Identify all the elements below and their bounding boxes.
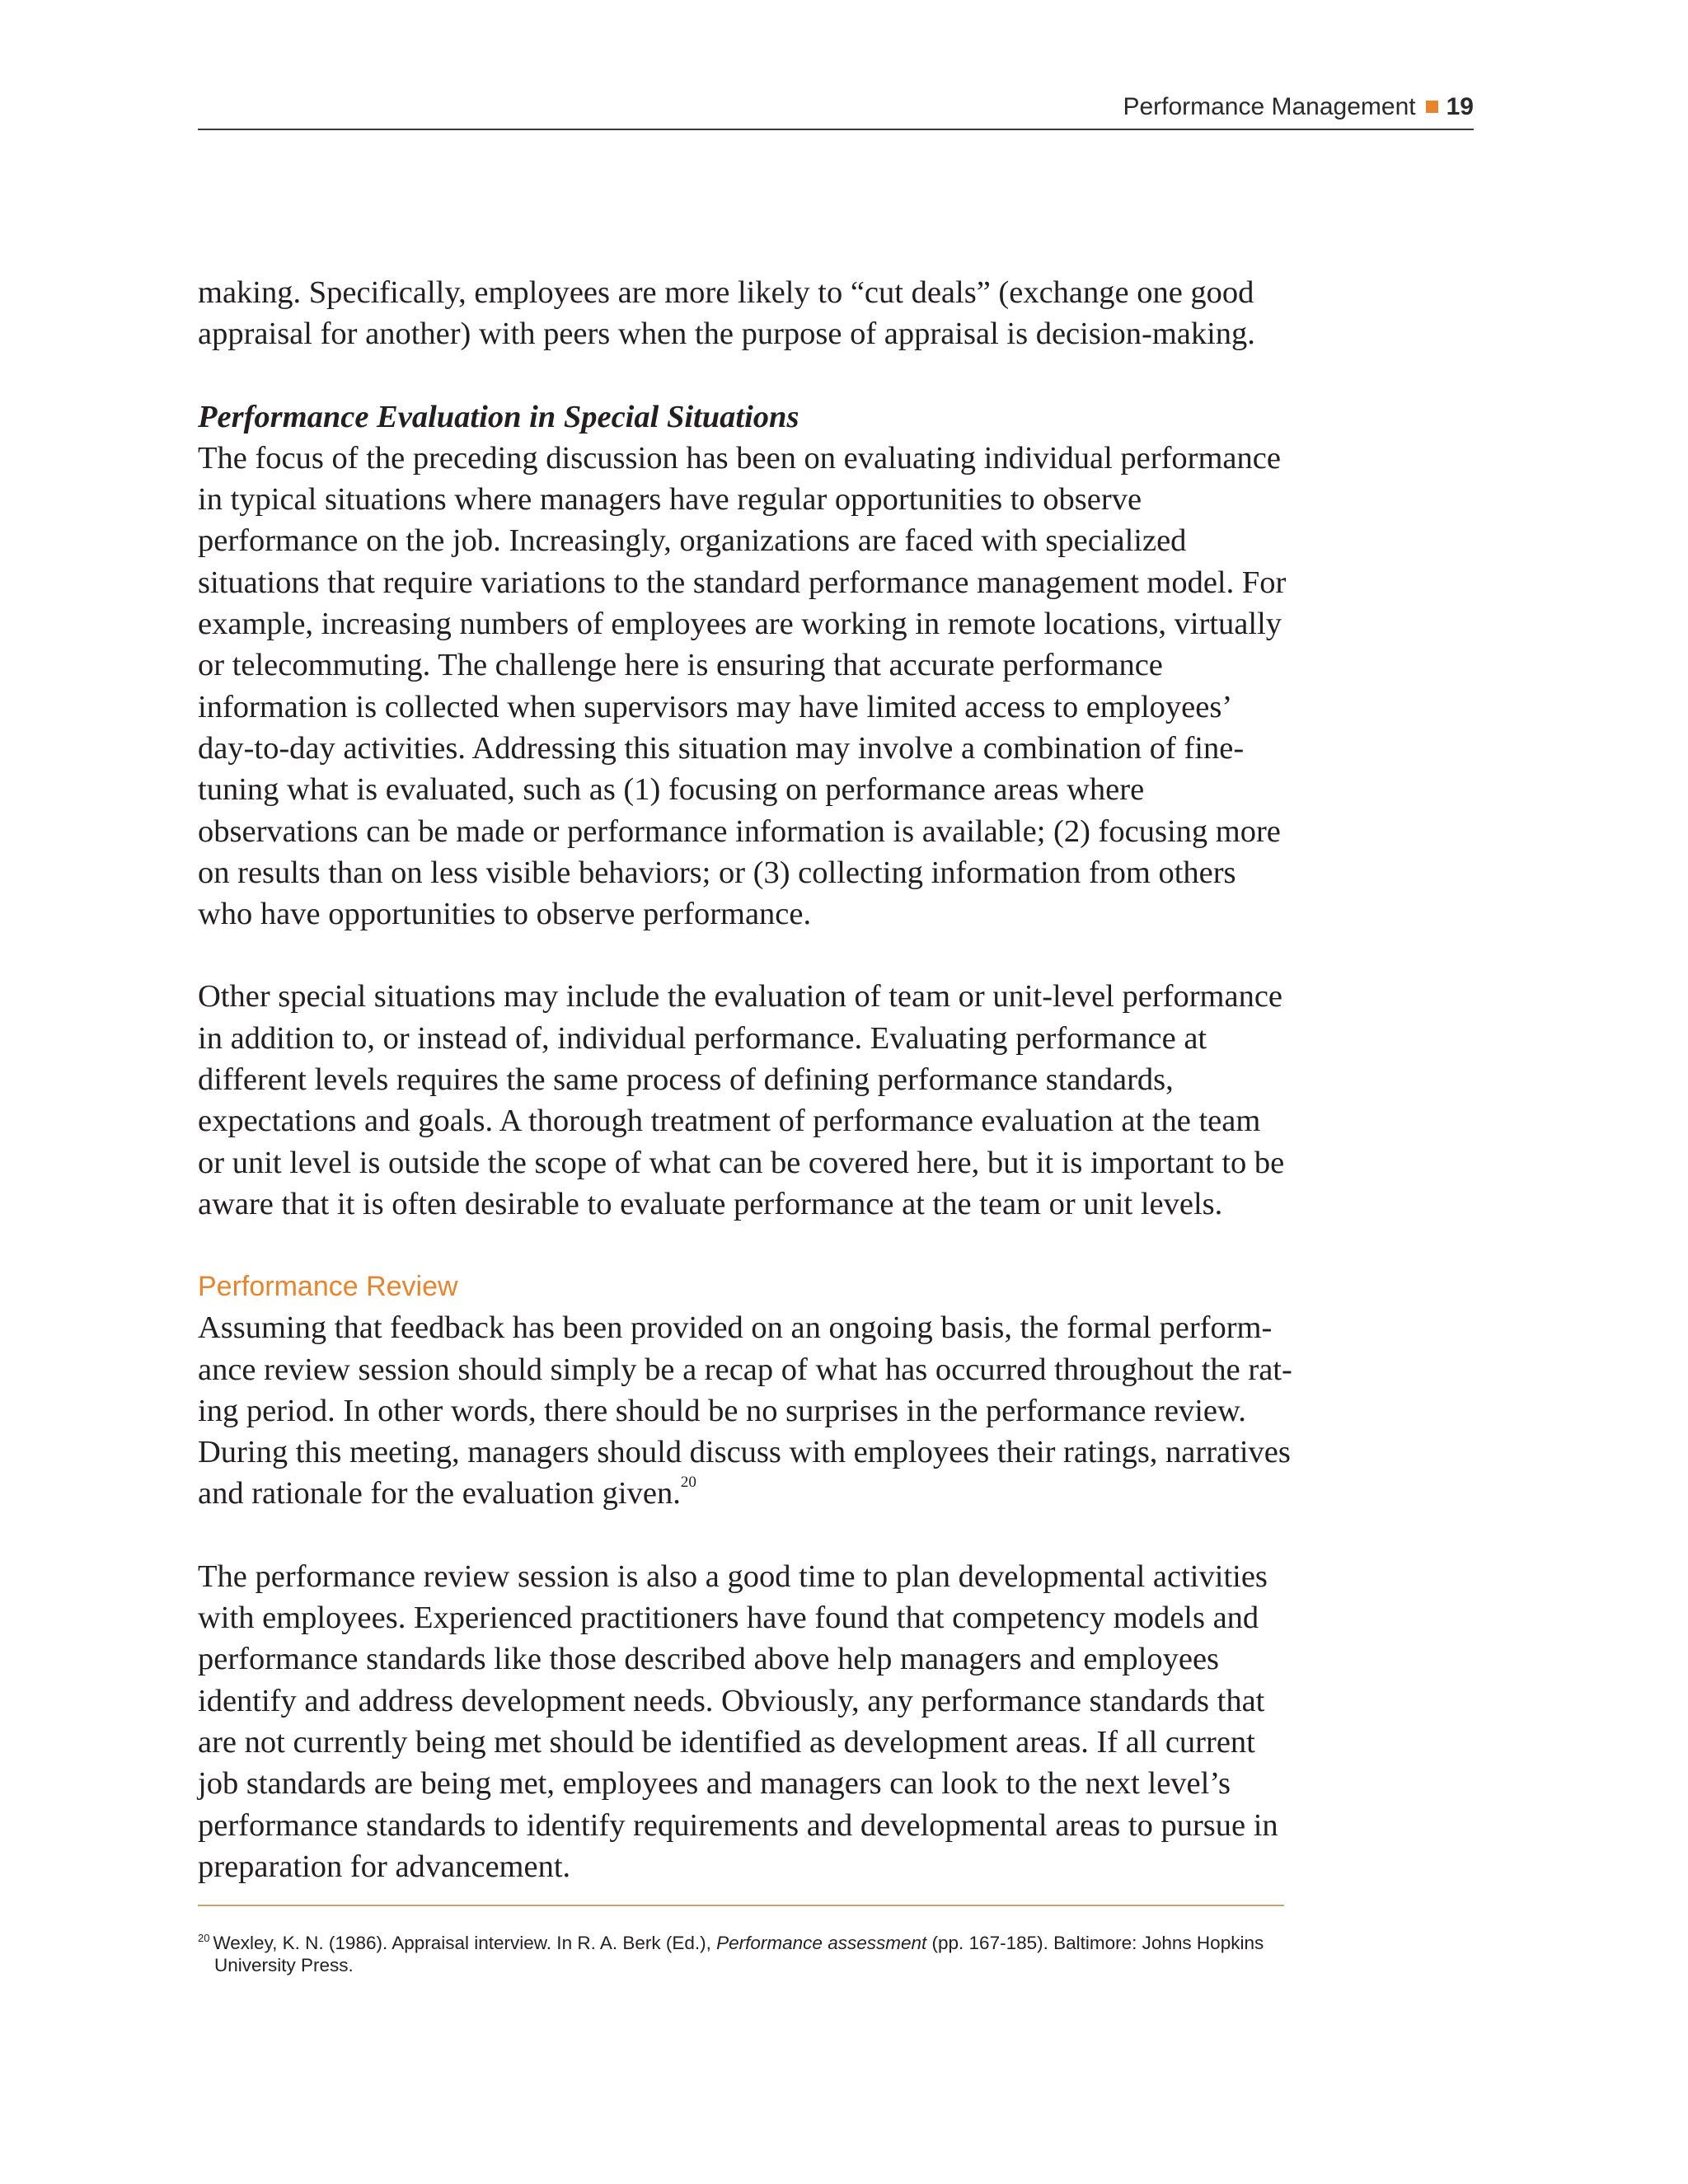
paragraph-special-situations: The focus of the preceding discussion has been on evaluating individual performance in typical situations where managers have regular opportunities to observe performance on the job. Increasingly, organizations are faced with specialized situations that require variations to the standard performance management model. For example, increasing numbers of employees are working in remote locations, virtually or telecommuting. The challenge here is ensuring that accurate performance information is collected when supervisors may have limited access to employees’ day-to-day activities. Addressing this situation may involve a combination of fine-tuning what is evaluated, such as (1) focusing on performance areas where observations can be made or performance information is available; (2) focusing more on results than on less visible behaviors; or (3) collecting information from others who have opportunities to observe performance. [198,440,1287,932]
footnote-number: 20 [198,1932,210,1944]
footnote-reference[interactable]: 20 [680,1474,696,1492]
running-header [198,89,1474,130]
orange-square-icon [1426,101,1438,113]
paragraph-development: The performance review session is also a good time to plan developmental activities with employees. Experienced practitioners have found that competency models and performance standards like those described above help managers and employees identify and address development needs. Obviously, any performance standards that are not currently being met should be identified as development areas. If all current job standards are being met, employees and managers can look to the next level’s performance standards to identify requirements and developmental areas to pursue in preparation for advancement. [198,1558,1278,1884]
header-title: Performance Management [1123,93,1416,120]
paragraph-performance-review [198,1307,1292,1514]
footnote-divider [198,1905,1284,1906]
subheading-special-situations: Performance Evaluation in Special Situations [198,399,799,434]
paragraph-performance-review-text: Assuming that feedback has been provided on an ongoing basis, the formal performance review session should simply be a recap of what has occurred throughout the rating period. In other words, there should be no surprises in the performance review. During this meeting, managers should discuss with employees their ratings, narratives and rationale for the evaluation given. [198,1310,1292,1511]
footnote [198,1927,1286,1976]
section-heading-performance-review: Performance Review [198,1271,458,1303]
footnote-line-1 [198,1927,1286,1954]
paragraph-continued: making. Specifically, employees are more likely to “cut deals” (exchange one good appraisal for another) with peers when the purpose of appraisal is decision-making. [198,275,1255,352]
footnote-text-after: (pp. 167-185). Baltimore: Johns Hopkins [931,1933,1264,1953]
footnote-title: Performance assessment [716,1933,927,1953]
page-number: 19 [1446,93,1474,120]
footnote-text-before: Wexley, K. N. (1986). Appraisal interview. In R. A. Berk (Ed.), [213,1933,711,1953]
body-text [198,272,1292,1887]
paragraph-other-situations: Other special situations may include the evaluation of team or unit-level performance in addition to, or instead of, individual performance. Evaluating performance at different levels requires the same process of defining performance standards, expectations and goals. A thorough treatment of performance evaluation at the team or unit level is outside the scope of what can be covered here, but it is important to be aware that it is often desirable to evaluate performance at the team or unit levels. [198,979,1285,1221]
footnote-line-2: University Press. [214,1955,354,1975]
